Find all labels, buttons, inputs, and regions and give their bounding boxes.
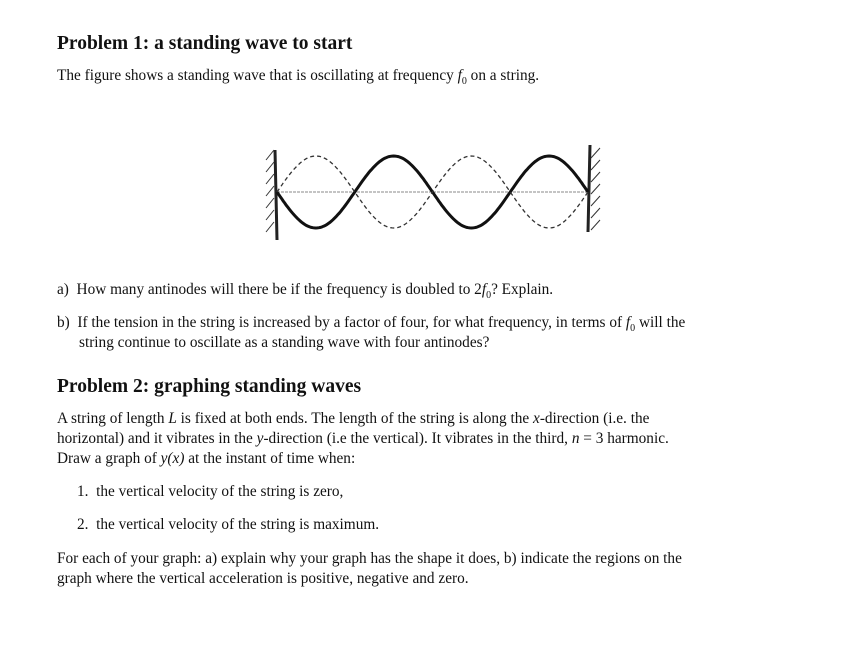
problem2-line2: horizontal) and it vibrates in the y-direction (i.e the vertical). It vibrates in the third, n = 3 harmonic.: [57, 430, 669, 447]
problem1-title: Problem 1: a standing wave to start: [57, 33, 353, 54]
left-wall: [275, 150, 277, 240]
problem2-title: Problem 2: graphing standing waves: [57, 376, 362, 397]
problem2-line1: A string of length L is fixed at both ends. The length of the string is along the x-direction (i.e. the: [57, 410, 650, 427]
list-item: 1. the vertical velocity of the string is zero,: [77, 483, 344, 500]
problem2-line3: Draw a graph of y(x) at the instant of time when:: [57, 450, 356, 467]
wall-hatching: [266, 148, 600, 232]
question-a: a) How many antinodes will there be if the frequency is doubled to $2f_0$? Explain.: [57, 281, 554, 302]
closing-line2: graph where the vertical acceleration is positive, negative and zero.: [57, 570, 469, 587]
list-item: 2. the vertical velocity of the string is maximum.: [77, 516, 380, 533]
standing-wave-figure: [255, 135, 615, 250]
problem1-intro: The figure shows a standing wave that is oscillating at frequency $f_0$ on a string.: [57, 67, 540, 88]
question-b: b) If the tension in the string is increased by a factor of four, for what frequency, in terms of $f_0$ will the: [57, 314, 686, 335]
question-b-line2: string continue to oscillate as a standing wave with four antinodes?: [79, 334, 490, 351]
right-wall: [588, 145, 590, 232]
closing-line1: For each of your graph: a) explain why your graph has the shape it does, b) indicate the regions on the: [57, 550, 682, 567]
